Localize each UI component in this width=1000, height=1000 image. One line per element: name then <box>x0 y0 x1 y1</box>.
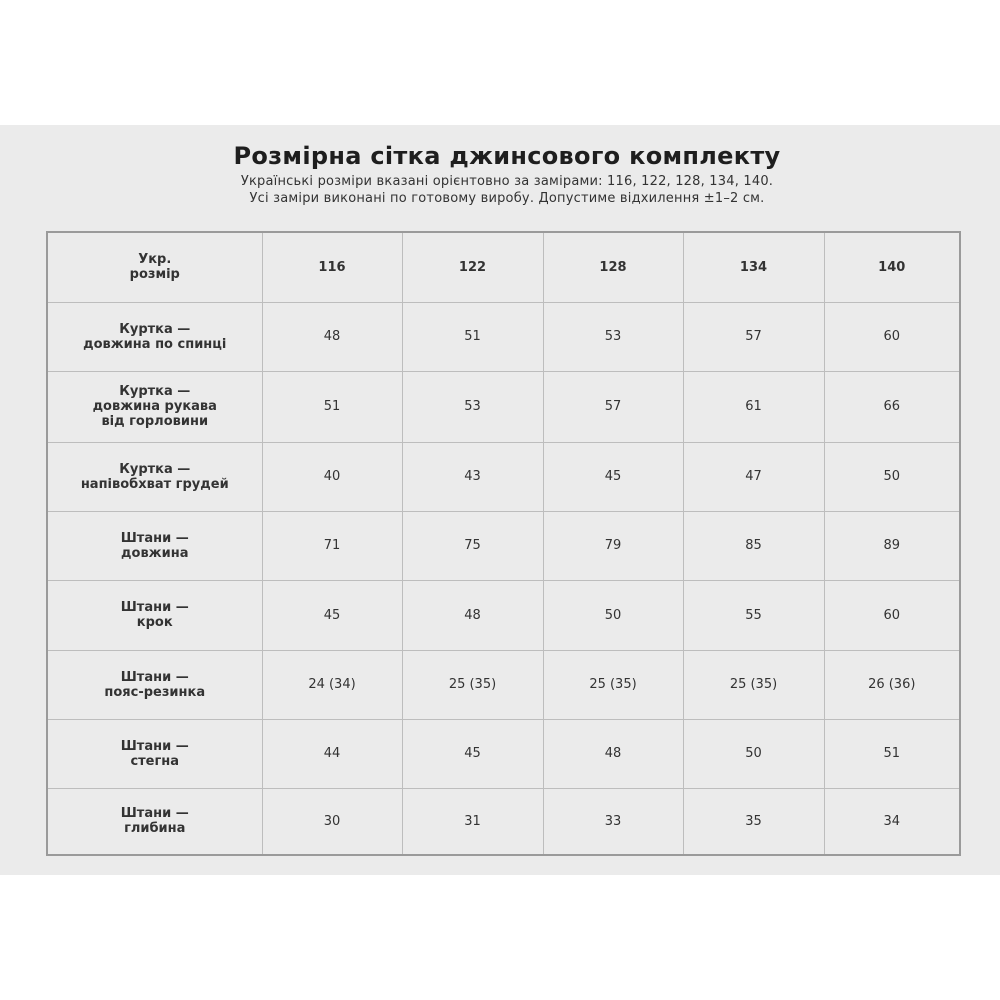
table-cell: 71 <box>262 511 402 580</box>
table-row <box>47 580 960 650</box>
table-cell: 35 <box>683 788 824 855</box>
row-label <box>47 302 262 371</box>
table-cell: 60 <box>824 302 960 371</box>
table-row <box>47 511 960 580</box>
subtitle-line-1: Українські розміри вказані орієнтовно за замірами: 116, 122, 128, 134, 140. <box>240 174 774 189</box>
row-label-line: напівобхват грудей <box>80 476 229 492</box>
table-cell: 48 <box>262 302 402 371</box>
table-cell: 79 <box>543 511 683 580</box>
table-cell: 25 (35) <box>683 650 824 719</box>
table-cell: 25 (35) <box>402 650 543 719</box>
table-cell: 57 <box>683 302 824 371</box>
row-label-line: Куртка — <box>119 384 191 399</box>
table-cell: 45 <box>543 442 683 511</box>
table-cell: 89 <box>824 511 960 580</box>
table-cell: 50 <box>543 580 683 650</box>
table-cell: 25 (35) <box>543 650 683 719</box>
header-label-cell <box>47 232 262 302</box>
row-label-line: довжина рукава <box>92 399 217 414</box>
table-header-row <box>47 232 960 302</box>
row-label-line: довжина по спинці <box>83 336 227 352</box>
size-table <box>46 231 961 856</box>
table-cell: 45 <box>262 580 402 650</box>
table-cell: 43 <box>402 442 543 511</box>
table-cell: 75 <box>402 511 543 580</box>
header-label-line: Укр. <box>138 252 172 268</box>
table-cell: 50 <box>824 442 960 511</box>
table-cell: 53 <box>543 302 683 371</box>
row-label <box>47 511 262 580</box>
row-label <box>47 719 262 788</box>
header-size-122: 122 <box>402 232 543 302</box>
table-cell: 48 <box>402 580 543 650</box>
row-label <box>47 442 262 511</box>
row-label-line: стегна <box>130 753 180 769</box>
table-cell: 31 <box>402 788 543 855</box>
table-cell: 61 <box>683 371 824 442</box>
row-label-line: пояс-резинка <box>104 684 206 700</box>
subtitle-line-2: Усі заміри виконані по готовому виробу. Допустиме відхилення ±1–2 см. <box>249 191 765 206</box>
table-cell: 50 <box>683 719 824 788</box>
row-label <box>47 788 262 855</box>
table-cell: 44 <box>262 719 402 788</box>
table-cell: 60 <box>824 580 960 650</box>
row-label-line: Штани — <box>120 600 189 615</box>
table-cell: 51 <box>262 371 402 442</box>
header-size-128: 128 <box>543 232 683 302</box>
table-row <box>47 719 960 788</box>
table-cell: 66 <box>824 371 960 442</box>
row-label <box>47 580 262 650</box>
page-title: Розмірна сітка джинсового комплекту <box>233 142 781 170</box>
table-cell: 30 <box>262 788 402 855</box>
table-cell: 33 <box>543 788 683 855</box>
row-label-line: довжина <box>121 545 189 561</box>
table-cell: 47 <box>683 442 824 511</box>
table-cell: 24 (34) <box>262 650 402 719</box>
table-cell: 53 <box>402 371 543 442</box>
table-cell: 26 (36) <box>824 650 960 719</box>
header-size-134: 134 <box>683 232 824 302</box>
row-label-line: від горловини <box>101 414 209 429</box>
table-cell: 85 <box>683 511 824 580</box>
table-row <box>47 650 960 719</box>
header-size-116: 116 <box>262 232 402 302</box>
row-label-line: крок <box>136 615 173 630</box>
table-cell: 51 <box>402 302 543 371</box>
table-cell: 48 <box>543 719 683 788</box>
row-label-line: Куртка — <box>119 321 191 337</box>
table-cell: 51 <box>824 719 960 788</box>
row-label-line: Штани — <box>120 669 189 685</box>
table-row <box>47 442 960 511</box>
table-row <box>47 302 960 371</box>
row-label <box>47 650 262 719</box>
table-cell: 57 <box>543 371 683 442</box>
table-row <box>47 788 960 855</box>
row-label-line: Куртка — <box>119 461 191 477</box>
header-label-line: розмір <box>129 267 180 283</box>
row-label-line: глибина <box>124 821 186 837</box>
table-cell: 40 <box>262 442 402 511</box>
header-size-140: 140 <box>824 232 960 302</box>
table-row <box>47 371 960 442</box>
row-label-line: Штани — <box>120 806 189 822</box>
row-label-line: Штани — <box>120 738 189 754</box>
row-label <box>47 371 262 442</box>
table-cell: 55 <box>683 580 824 650</box>
table-cell: 34 <box>824 788 960 855</box>
table-cell: 45 <box>402 719 543 788</box>
row-label-line: Штани — <box>120 530 189 546</box>
